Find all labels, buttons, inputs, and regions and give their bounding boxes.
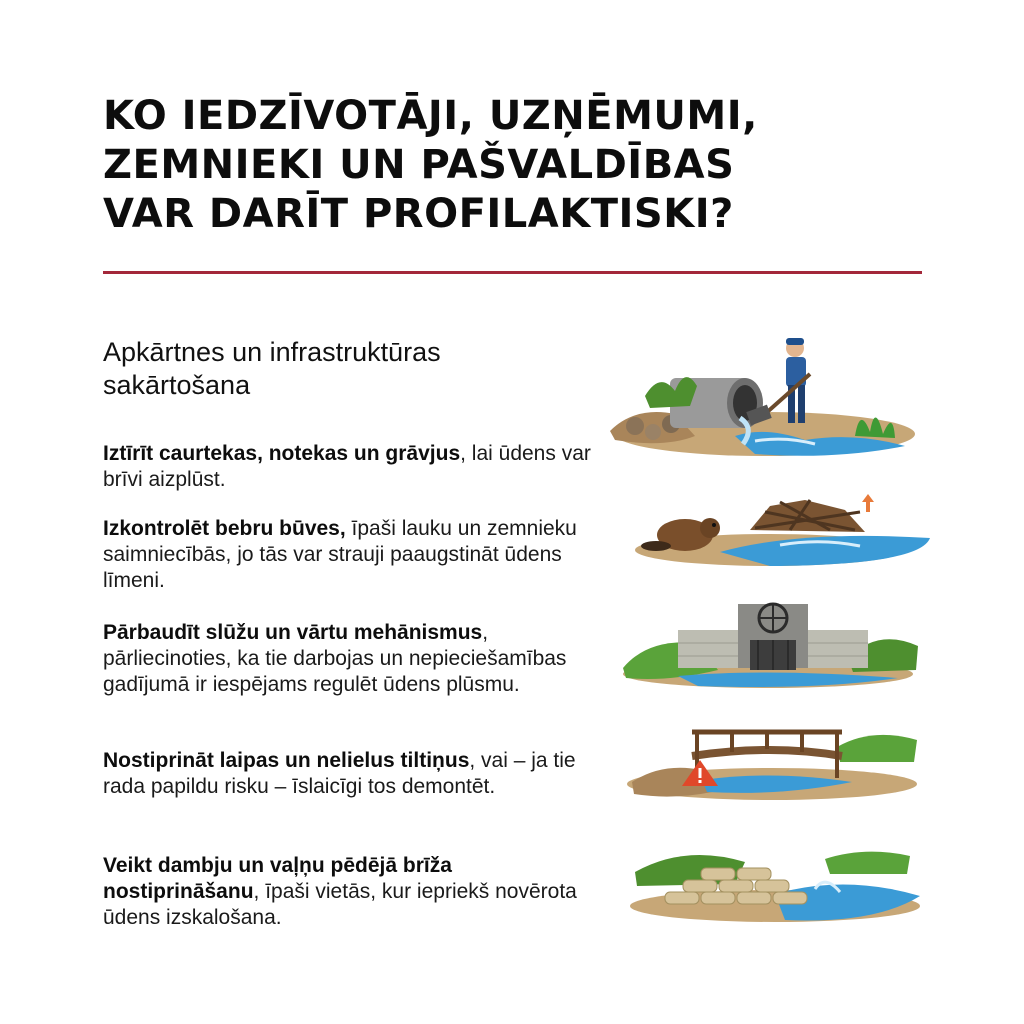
item-text: , lai ūdens var brīvi aizplūst. — [103, 442, 591, 491]
list-item — [103, 853, 593, 931]
item-text: , vai – ja tie rada papildu risku – īslaicīgi tos demontēt. — [103, 749, 576, 798]
item-text: , pārliecinoties, ka tie darbojas un nepieciešamības gadījumā ir iespējams regulēt ūdens plūsmu. — [103, 621, 567, 696]
culvert-cleaning-icon — [605, 336, 925, 466]
title-divider — [103, 271, 922, 274]
item-text: īpaši lauku un zemnieku saimniecībās, jo tās var strauji paaugstināt ūdens līmeni. — [103, 517, 577, 592]
list-item — [103, 620, 593, 698]
item-bold-text: Veikt dambju un vaļņu pēdējā brīža nostiprināšanu — [103, 854, 452, 903]
sandbag-dam-icon — [625, 834, 925, 929]
beaver-dam-icon — [630, 490, 930, 570]
item-text: , īpaši vietās, kur iepriekš novērota ūdens izskalošana. — [103, 880, 577, 929]
item-bold-text: Pārbaudīt slūžu un vārtu mehānismus — [103, 621, 483, 644]
title-line-2: ZEMNIEKI UN PAŠVALDĪBAS — [103, 142, 735, 188]
section-title-line-2: sakārtošana — [103, 370, 251, 400]
list-item — [103, 516, 593, 594]
sluice-gate-icon — [618, 598, 923, 693]
section-title-line-1: Apkārtnes un infrastruktūras — [103, 337, 441, 367]
list-item — [103, 441, 593, 493]
title-line-1: KO IEDZĪVOTĀJI, UZŅĒMUMI, — [103, 93, 758, 139]
item-bold-text: Nostiprināt laipas un nelielus tiltiņus — [103, 749, 470, 772]
item-bold-text: Iztīrīt caurtekas, notekas un grāvjus — [103, 442, 461, 465]
section-title — [103, 336, 583, 402]
page-title — [103, 92, 923, 239]
title-line-3: VAR DARĪT PROFILAKTISKI? — [103, 191, 734, 237]
item-bold-text: Izkontrolēt bebru būves, — [103, 517, 346, 540]
footbridge-warning-icon — [622, 722, 922, 807]
list-item — [103, 748, 593, 800]
